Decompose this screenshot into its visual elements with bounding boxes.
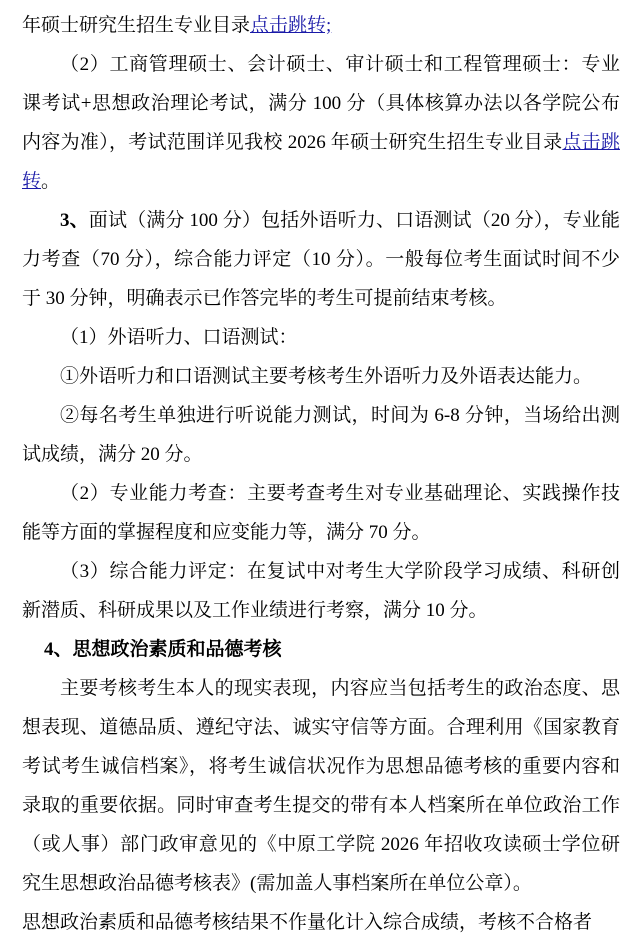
paragraph-item-3-interview [22,201,620,318]
inline-link[interactable]: 点击跳转 [22,132,620,192]
text-run: （3）综合能力评定：在复试中对考生大学阶段学习成绩、科研创新潜质、科研成果以及工作业绩进行考察，满分 10 分。 [22,561,620,621]
text-run: （2）专业能力考查：主要考查考生对专业基础理论、实践操作技能等方面的掌握程度和应变能力等，满分 70 分。 [22,483,620,543]
paragraph-item-2 [22,45,620,201]
text-run: 。 [41,171,61,192]
paragraph-circle-2 [22,396,620,474]
text-run-bold: 4、 [44,639,73,660]
text-run: （1）外语听力、口语测试： [60,327,298,348]
text-run: 年硕士研究生招生专业目录 [22,15,251,36]
paragraph-sub-1-oral [22,318,620,357]
text-run: ②每名考生单独进行听说能力测试，时间为 6-8 分钟，当场给出测试成绩，满分 20 分。 [22,405,620,465]
paragraph-circle-1 [22,357,620,396]
text-run-bold: 3、 [60,210,89,231]
paragraph-sub-3-comprehensive [22,552,620,630]
paragraph-sub-2-professional [22,474,620,552]
paragraph-item-4-tail [22,903,620,942]
text-run: 主要考核考生本人的现实表现，内容应当包括考生的政治态度、思想表现、道德品质、遵纪守法、诚实守信等方面。合理利用《国家教育考试考生诚信档案》，将考生诚信状况作为思想品德考核的重要内容和录取的重要依据。同时审查考生提交的带有本人档案所在单位政治工作（或人事）部门政审意见的《中原工学院 2026 年招收攻读硕士学位研究生思想政治品德考核表》(需加盖人事档案所在单位公章）。 [22,678,620,894]
inline-link[interactable]: 点击跳转; [250,15,332,36]
text-run: ①外语听力和口语测试主要考核考生外语听力及外语表达能力。 [60,366,593,387]
text-run: 面试（满分 100 分）包括外语听力、口语测试（20 分），专业能力考查（70 分），综合能力评定（10 分）。一般每位考生面试时间不少于 30 分钟，明确表示已作答完毕的考生可提前结束考核。 [22,210,620,309]
text-run: （2）工商管理硕士、会计硕士、审计硕士和工程管理硕士：专业课考试+思想政治理论考试，满分 100 分（具体核算办法以各学院公布内容为准），考试范围详见我校 2026 年硕士研究生招生专业目录 [22,54,620,153]
paragraph-item-4-heading [22,630,620,669]
text-run: 思想政治素质和品德考核结果不作量化计入综合成绩，考核不合格者 [22,912,593,933]
text-run-bold: 思想政治素质和品德考核 [72,639,282,660]
paragraph-catalog-continuation [22,6,620,45]
paragraph-item-4-body [22,669,620,903]
